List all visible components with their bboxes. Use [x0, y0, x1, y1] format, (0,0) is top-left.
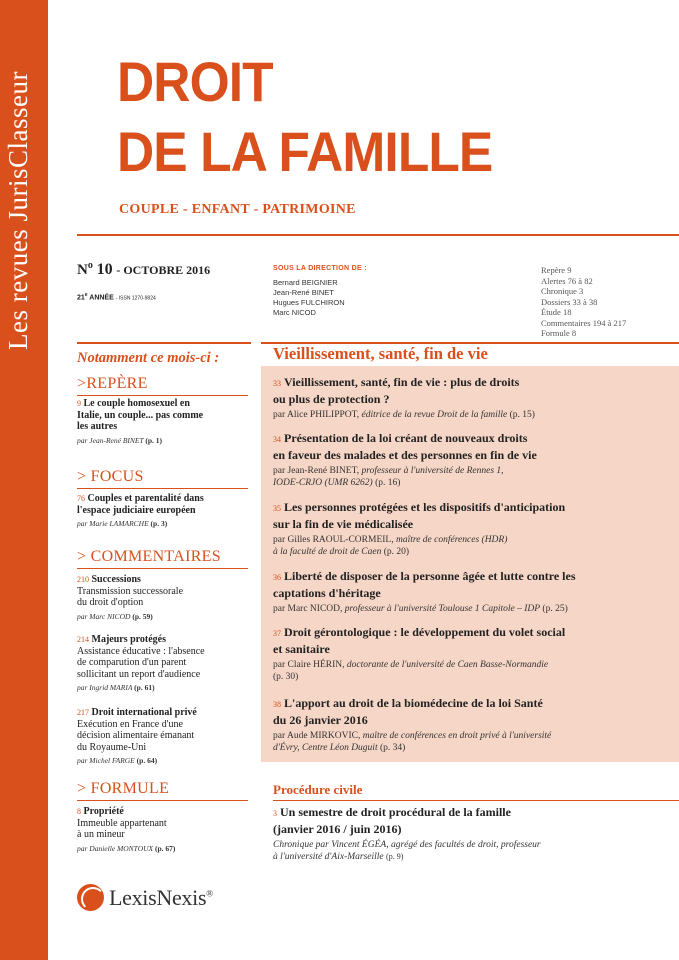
section-rule — [77, 568, 248, 569]
lexisnexis-logo-icon — [77, 884, 104, 911]
issue-number: $N^o$ 10 - OCTOBRE 2016 — [77, 260, 211, 278]
direction-list — [273, 278, 345, 318]
dossier-article: 35 Les personnes protégées et les dispositifs d'anticipation sur la fin de vie médicalisée par Gilles RAOUL-CORMEIL, maître de conférences (HDR) à la faculté de droit de Caen (p. 20) — [273, 500, 566, 557]
sidebar-item: 214 Majeurs protégés Assistance éducative : l'absence de comparution d'un parent sollicitant un report d'audience par Ingrid MARIA (p. 61) — [77, 634, 205, 692]
contents-item: Alertes 76 à 82 — [541, 275, 593, 286]
section-heading-repere: >REPÈRE — [77, 375, 148, 392]
dossier-article: 36 Liberté de disposer de la personne âgée et lutte contre les captations d'héritage par Marc NICOD, professeur à l'université Toulouse 1 Capitole – IDP (p. 25) — [273, 569, 576, 614]
sidebar-item: 9 Le couple homosexuel en Italie, un couple... pas comme les autres par Jean-René BINET (p. 1) — [77, 398, 204, 445]
dossier-article: 38 L'apport au droit de la biomédecine de la loi Santé du 26 janvier 2016 par Aude MIRKOVIC, maître de conférences en droit privé à l'université d'Évry, Centre Léon Duguit (p. 34) — [273, 696, 552, 753]
journal-subtitle: COUPLE - ENFANT - PATRIMOINE — [119, 202, 356, 217]
section-heading-formule: > FORMULE — [77, 780, 170, 797]
contents-item: Repère 9 — [541, 265, 572, 275]
issue-year: 21e ANNÉE - ISSN 1270-9824 — [77, 292, 156, 302]
dossier-article: 33 Vieillissement, santé, fin de vie : plus de droits ou plus de protection ? par Alice PHILIPPOT, éditrice de la revue Droit de la famille (p. 15) — [273, 375, 535, 420]
masthead-divider — [77, 234, 679, 236]
director-name: Marc NICOD — [273, 308, 316, 317]
contents-item: Étude 18 — [541, 307, 572, 317]
journal-title-line1: DROIT — [117, 50, 273, 113]
dossier-article: 37 Droit gérontologique : le développement du volet social et sanitaire par Claire HÉRIN, doctorante de l'université de Caen Basse-Normandie (p. 30) — [273, 625, 566, 682]
sidebar-item: 217 Droit international privé Exécution en France d'une décision alimentaire émanant du Royaume-Uni par Michel FARGE (p. 64) — [77, 707, 197, 765]
sidebar-top-rule — [77, 342, 251, 344]
section-rule — [77, 800, 248, 801]
procedure-heading: Procédure civile — [273, 782, 363, 797]
contents-item: Commentaires 194 à 217 — [541, 317, 627, 328]
contents-item: Formule 8 — [541, 328, 577, 338]
sidebar-item: 76 Couples et parentalité dans l'espace judiciaire européen par Marie LAMARCHE (p. 3) — [77, 493, 204, 528]
section-rule — [77, 395, 248, 396]
direction-label: SOUS LA DIRECTION DE : — [273, 265, 367, 272]
dossier-article: 34 Présentation de la loi créant de nouveaux droits en faveur des malades et des personnes en fin de vie par Jean-René BINET, professeur à l'université de Rennes 1, IODE-CRJO (UMR 6262) (p. 16) — [273, 431, 537, 488]
director-name: Bernard BEIGNIER — [273, 278, 338, 287]
procedure-rule — [273, 800, 679, 801]
publisher-logo: LexisNexis® — [77, 884, 213, 911]
sidebar-item: 8 Propriété Immeuble appartenant à un mineur par Danielle MONTOUX (p. 67) — [77, 806, 176, 853]
section-rule — [77, 488, 248, 489]
sidebar-item: 210 Successions Transmission successorale du droit d'option par Marc NICOD (p. 59) — [77, 574, 184, 621]
director-name: Hugues FULCHIRON — [273, 298, 345, 307]
journal-title-line2: DE LA FAMILLE — [117, 120, 493, 183]
section-heading-focus: > FOCUS — [77, 468, 144, 485]
sidebar-intro: Notamment ce mois-ci : — [77, 350, 220, 366]
collection-name — [3, 302, 34, 350]
procedure-article: 3 Un semestre de droit procédural de la famille (janvier 2016 / juin 2016) Chronique par Vincent ÉGÉA, agrégé des facultés de droit, professeur à l'université d'Aix-Marseille (p. 9) — [273, 805, 541, 862]
contents-item: Dossiers 33 à 38 — [541, 296, 598, 307]
contents-item: Chronique 3 — [541, 286, 584, 296]
contents-summary — [541, 265, 626, 339]
section-heading-commentaires: > COMMENTAIRES — [77, 548, 221, 565]
dossier-theme: Vieillissement, santé, fin de vie — [273, 344, 488, 363]
director-name: Jean-René BINET — [273, 288, 334, 297]
publisher-name: LexisNexis — [109, 884, 207, 910]
